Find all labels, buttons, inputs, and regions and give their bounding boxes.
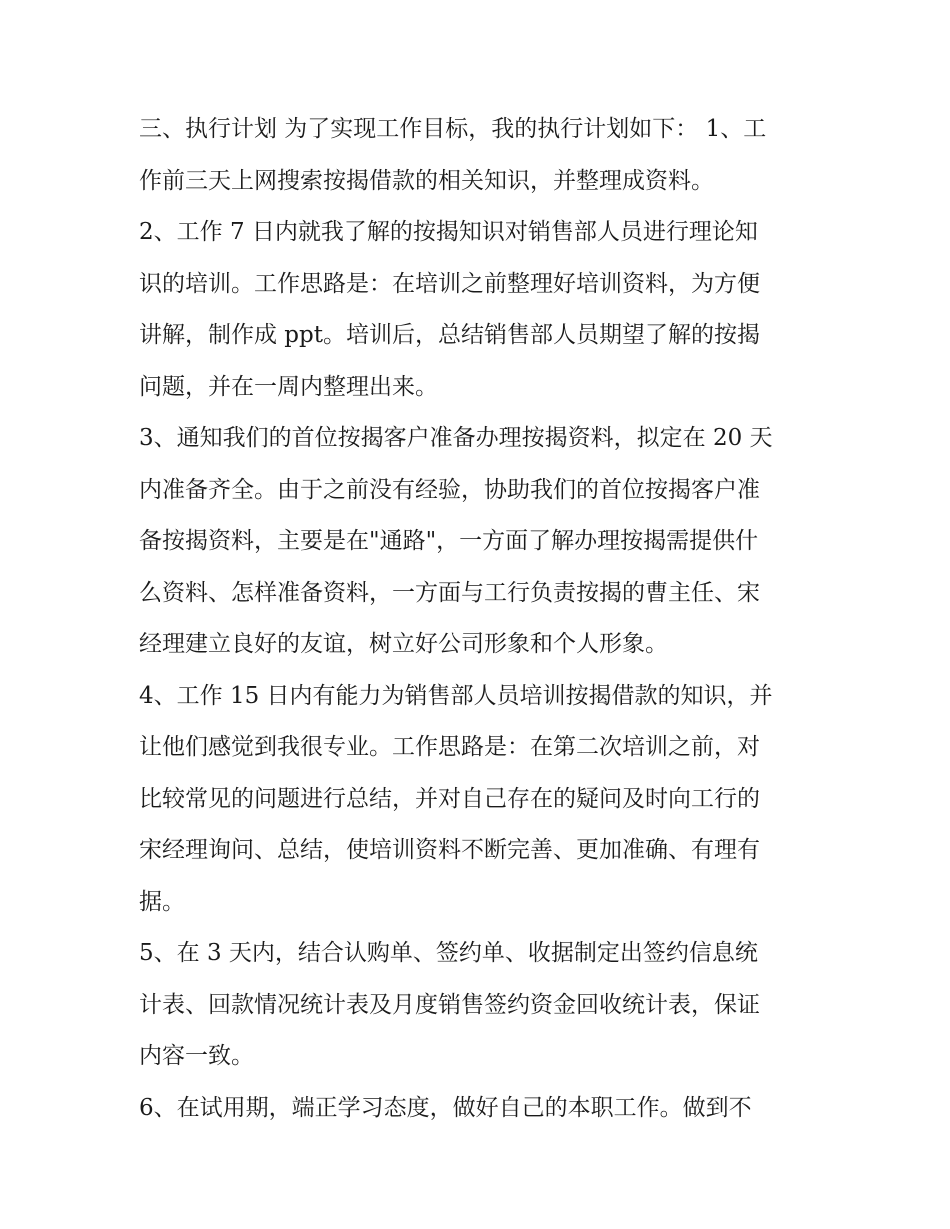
paragraph-item-2 bbox=[139, 207, 819, 413]
text-line: 宋经理询问、总结，使培训资料不断完善、更加准确、有理有 bbox=[139, 837, 760, 863]
text-line: 三、执行计划 为了实现工作目标，我的执行计划如下： 1、工 bbox=[139, 116, 767, 142]
text-line: 2、工作 7 日内就我了解的按揭知识对销售部人员进行理论知 bbox=[139, 219, 758, 245]
text-line: 6、在试用期，端正学习态度，做好自己的本职工作。做到不 bbox=[139, 1094, 752, 1121]
document-body bbox=[139, 104, 819, 1134]
text-line: 计表、回款情况统计表及月度销售签约资金回收统计表，保证 bbox=[139, 991, 760, 1018]
text-line: 内准备齐全。由于之前没有经验，协助我们的首位按揭客户准 bbox=[139, 476, 760, 503]
text-line: 据。 bbox=[139, 888, 185, 915]
text-line: 让他们感觉到我很专业。工作思路是：在第二次培训之前，对 bbox=[139, 734, 760, 760]
text-line: 问题，并在一周内整理出来。 bbox=[139, 373, 438, 400]
text-line: 经理建立良好的友谊，树立好公司形象和个人形象。 bbox=[139, 631, 668, 657]
text-line: 3、通知我们的首位按揭客户准备办理按揭资料，拟定在 20 天 bbox=[139, 425, 773, 451]
text-line: 么资料、怎样准备资料，一方面与工行负责按揭的曹主任、宋 bbox=[139, 579, 760, 606]
text-line: 内容一致。 bbox=[139, 1043, 254, 1069]
paragraph-execution-plan bbox=[139, 104, 819, 207]
paragraph-item-5 bbox=[139, 928, 819, 1083]
paragraph-item-6 bbox=[139, 1083, 819, 1135]
paragraph-item-4 bbox=[139, 671, 819, 929]
paragraph-item-3 bbox=[139, 413, 819, 671]
text-line: 识的培训。工作思路是：在培训之前整理好培训资料，为方便 bbox=[139, 270, 760, 297]
text-line: 讲解，制作成 ppt。培训后，总结销售部人员期望了解的按揭 bbox=[139, 322, 760, 348]
text-line: 4、工作 15 日内有能力为销售部人员培训按揭借款的知识，并 bbox=[139, 682, 773, 709]
text-line: 作前三天上网搜索按揭借款的相关知识，并整理成资料。 bbox=[139, 167, 714, 194]
text-line: 比较常见的问题进行总结，并对自己存在的疑问及时向工行的 bbox=[139, 785, 760, 812]
text-line: 5、在 3 天内，结合认购单、签约单、收据制定出签约信息统 bbox=[139, 940, 758, 966]
text-line: 备按揭资料，主要是在"通路"，一方面了解办理按揭需提供什 bbox=[139, 528, 759, 554]
